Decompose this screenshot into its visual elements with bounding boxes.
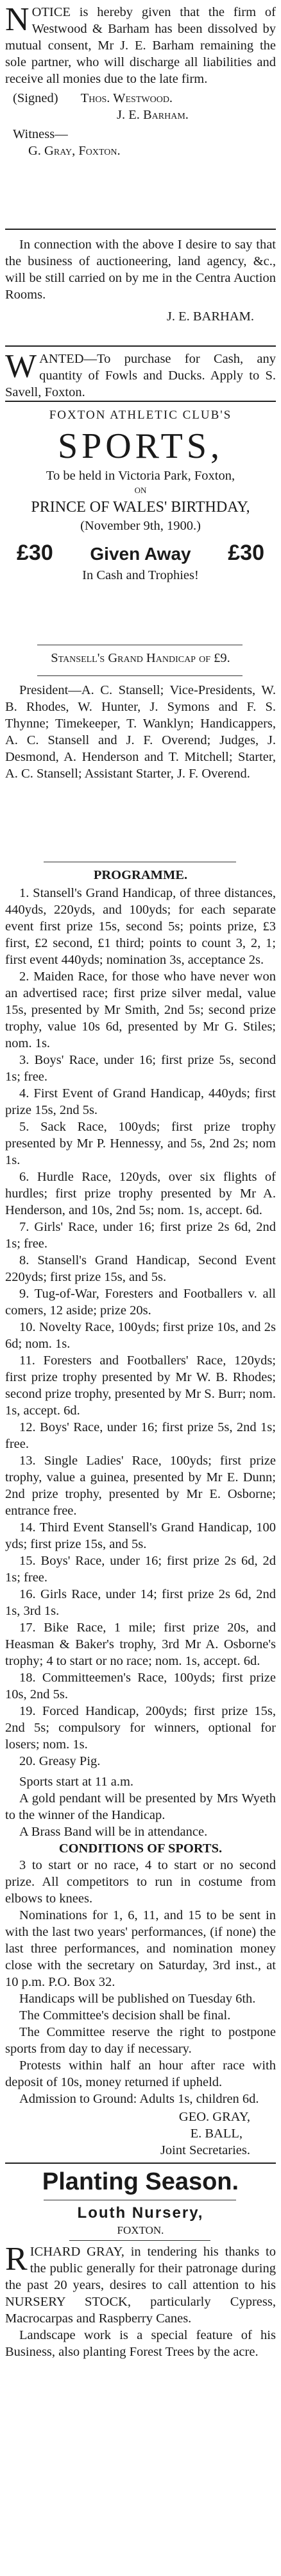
programme-event: 9. Tug-of-War, Foresters and Footballers v. all comers, 12 aside; prize 20s.	[5, 1287, 276, 1318]
condition-item: Admission to Ground: Adults 1s, children 6d.	[19, 2092, 259, 2106]
venue-line: To be held in Victoria Park, Foxton,	[46, 469, 235, 483]
programme-event: 18. Committeemen's Race, 100yds; first prize 10s, 2nd 5s.	[5, 1671, 276, 1701]
divider	[5, 401, 276, 402]
programme-event: 7. Girls' Race, under 16; first prize 2s 6d, 2nd 1s; free.	[5, 1220, 276, 1251]
planting-text: ICHARD GRAY, in tendering his thanks to the public generally for their patronage during the past 20 years, desires to call attention to his NURSERY STOCK, particularly Cypress, Macrocarpas and Raspberry Canes.	[5, 2245, 276, 2326]
condition-item: The Committee's decision shall be final.	[19, 2008, 231, 2023]
planting-text-2: Landscape work is a special feature of his Business, also planting Forest Trees by the acre.	[5, 2328, 276, 2359]
programme-event: 13. Single Ladies' Race, 100yds; first prize trophy, value a guinea, presented by Mr E. Dunn; 2nd prize trophy, presented by Mr E. Osborne; entrance free.	[5, 1454, 276, 1518]
wanted-ad	[5, 348, 276, 401]
programme-event: 14. Third Event Stansell's Grand Handicap, 100 yds; first prize 15s, and 5s.	[5, 1520, 276, 1551]
divider	[5, 345, 276, 347]
planting-title: Planting Season.	[42, 2168, 239, 2195]
handicap-text: Stansell's Grand Handicap of £9.	[51, 651, 230, 665]
handicap-line	[5, 650, 276, 666]
programme-event: 11. Foresters and Footballers' Race, 120yds; first prize trophy presented by Mr W. B. Rhodes; second prize trophy, presented by Mr S. Burr; nom. 1s, accept. 6d.	[5, 1353, 276, 1418]
planting-ad	[5, 2166, 276, 2360]
date-line: (November 9th, 1900.)	[80, 519, 201, 533]
on-line: ON	[134, 485, 147, 495]
officials-text: President—A. C. Stansell; Vice-Presidents, W. B. Rhodes, W. Hunter, J. Symons and F. S. Thynne; Timekeeper, T. Wanklyn; Handicappers, A. C. Stansell and J. F. Overend; Judges, J. Desmond, A. Henderson and T. Mitchell; Starter, A. C. Stansell; Assistant Starter, J. F. Overend.	[5, 683, 276, 781]
programme-event: 17. Bike Race, 1 mile; first prize 20s, and Heasman & Baker's trophy, 3rd Mr A. Osborne's trophy; 4 to start or no race; nom. 1s, accept. 6d.	[5, 1621, 276, 1668]
programme-event: 19. Forced Handicap, 200yds; first prize 15s, 2nd 5s; compulsory for winners, optional for losers; nom. 1s.	[5, 1704, 276, 1752]
prize-subline: In Cash and Trophies!	[82, 568, 199, 582]
divider	[5, 2163, 276, 2164]
signatory-barham: J. E. Barham.	[117, 108, 189, 122]
programme-event: 2. Maiden Race, for those who have never won an advertised race; first prize silver medal, value 15s, presented by Mr Smith, 2nd 5s; second prize trophy, value 10s 6d, presented by Mr G. Stiles; nom. 1s.	[5, 970, 276, 1050]
condition-item: Nominations for 1, 6, 11, and 15 to be sent in with the last two years' performances, (if none) the last three performances, and nomination money close with the secretary on Saturday, 3rd inst., at 10 p.m. P.O. Box 32.	[5, 1908, 276, 1989]
band-note: A Brass Band will be in attendance.	[19, 1825, 208, 1839]
witness-label: Witness—	[13, 127, 68, 141]
secretary-gray: GEO. GRAY,	[178, 2110, 250, 2124]
programme-event: 3. Boys' Race, under 16; first prize 5s, second 1s; free.	[5, 1053, 276, 1084]
sports-title: SPORTS,	[57, 426, 224, 466]
divider	[37, 675, 243, 676]
pendant-note: A gold pendant will be presented by Mrs Wyeth to the winner of the Handicap.	[5, 1791, 276, 1822]
condition-item: 3 to start or no race, 4 to start or no second prize. All competitors to run in costume from elbows to knees.	[5, 1858, 276, 1906]
club-name: FOXTON ATHLETIC CLUB'S	[49, 408, 232, 422]
nursery-name: Louth Nursery,	[77, 2204, 204, 2222]
secretary-ball: E. BALL,	[190, 2127, 243, 2141]
joint-secretaries: Joint Secretaries.	[160, 2143, 250, 2157]
programme-event: 12. Boys' Race, under 16; first prize 5s, 2nd 1s; free.	[5, 1420, 276, 1451]
witness-name: G. Gray, Foxton.	[28, 144, 121, 158]
nursery-place: FOXTON.	[117, 2224, 164, 2236]
barham-notice-text: In connection with the above I desire to say that the business of auctioneering, land agency, &c., will be still carried on by me in the Centra Auction Rooms.	[5, 238, 276, 302]
divider	[5, 229, 276, 230]
drop-cap: R	[5, 2241, 28, 2277]
programme-event: 8. Stansell's Grand Handicap, Second Event 220yds; first prize 15s, and 5s.	[5, 1253, 276, 1284]
programme-event: 6. Hurdle Race, 120yds, over six flights of hurdles; first prize trophy presented by Mr A. Henderson, and 10s, 2nd 5s; nom. 1s, accept. 6d.	[5, 1170, 276, 1217]
conditions-list	[5, 1857, 276, 2107]
officials	[5, 682, 276, 782]
occasion-line: PRINCE OF WALES' BIRTHDAY,	[31, 499, 250, 516]
conditions-title: CONDITIONS OF SPORTS.	[58, 1841, 223, 1856]
programme	[5, 867, 276, 1770]
signatory-westwood: Thos. Westwood.	[80, 91, 173, 105]
programme-event: 1. Stansell's Grand Handicap, of three distances, 440yds, 220yds, and 100yds; for each separate event first prize 15s, second 5s; points prize, £3 first, £2 second, £1 third; points to count 3, 2, 1; first event 440yds; nomination 3s, acceptance 2s.	[5, 886, 276, 967]
drop-cap: W	[5, 348, 37, 385]
prize-heading: Given Away	[90, 544, 191, 564]
sports-header	[5, 407, 276, 584]
programme-event: 4. First Event of Grand Handicap, 440yds; first prize 15s, 2nd 5s.	[5, 1086, 276, 1117]
divider	[69, 2240, 210, 2241]
dissolution-notice	[5, 1, 276, 159]
start-time: Sports start at 11 a.m.	[19, 1775, 134, 1789]
prize-amount-left: £30	[17, 541, 53, 565]
wanted-text: ANTED—To purchase for Cash, any quantity of Fowls and Ducks. Apply to S. Savell, Foxton.	[5, 352, 276, 399]
signed-label: (Signed)	[13, 91, 58, 105]
programme-event: 10. Novelty Race, 100yds; first prize 10s, and 2s 6d; nom. 1s.	[5, 1320, 276, 1351]
drop-cap: N	[5, 1, 30, 38]
programme-event: 15. Boys' Race, under 16; first prize 2s 6d, 2d 1s; free.	[5, 1554, 276, 1585]
programme-event: 20. Greasy Pig.	[19, 1754, 101, 1768]
condition-item: The Committee reserve the right to postpone sports from day to day if necessary.	[5, 2025, 276, 2056]
condition-item: Handicaps will be published on Tuesday 6th.	[19, 1992, 256, 2006]
condition-item: Protests within half an hour after race with deposit of 10s, money returned if upheld.	[5, 2058, 276, 2089]
prize-banner	[5, 541, 276, 566]
event-list	[5, 885, 276, 1770]
programme-title: PROGRAMME.	[93, 868, 188, 882]
barham-signature: J. E. BARHAM.	[166, 309, 254, 324]
notice-text: OTICE is hereby given that the firm of Westwood & Barham has been dissolved by mutual consent, Mr J. E. Barham remaining the sole partner, who will discharge all liabilities and receive all monies due to the late firm.	[5, 5, 276, 86]
programme-event: 5. Sack Race, 100yds; first prize trophy presented by Mr P. Hennessy, and 5s, 2nd 2s; nom 1s.	[5, 1120, 276, 1167]
sports-details	[5, 1773, 276, 2159]
prize-amount-right: £30	[228, 541, 264, 565]
barham-notice	[5, 236, 276, 325]
programme-event: 16. Girls Race, under 14; first prize 2s 6d, 2nd 1s, 3rd 1s.	[5, 1587, 276, 1618]
